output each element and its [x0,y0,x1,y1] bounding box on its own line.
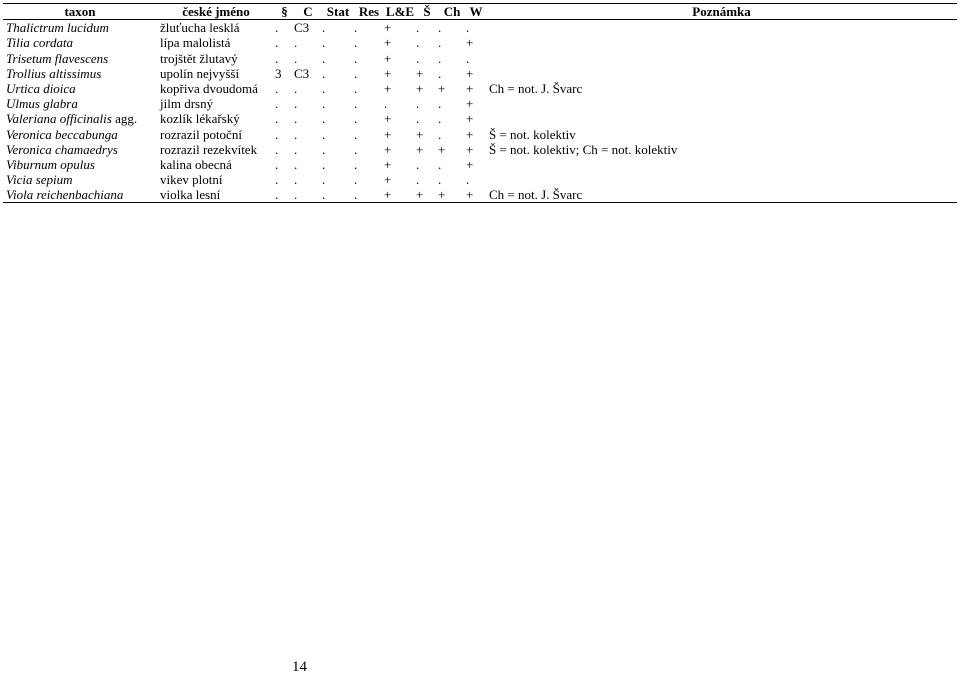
w-cell: . [466,50,470,66]
s-cell: + [416,187,438,203]
czech-name-cell: trojštět žlutavý [160,50,238,66]
section-cell: . [275,96,279,112]
le-cell: + [384,172,392,188]
taxon-cell [3,187,157,203]
header-note: Poznámka [486,4,957,20]
s-cell: . [416,156,420,172]
stat-cell: . [322,187,354,203]
le-cell: + [384,35,392,51]
taxon-cell [3,111,157,126]
s-cell: . [416,20,420,36]
czech-name-cell: lípa malolistá [160,35,231,51]
header-c: C [294,4,322,20]
c-cell: C3 [294,20,310,36]
stat-cell: . [322,156,326,172]
ch-cell: . [438,172,442,188]
header-stat: Stat [322,4,354,20]
note-cell: Š = not. kolektiv; Ch = not. kolektiv [489,141,678,157]
res-cell: . [354,187,384,203]
c-cell: . [294,96,298,112]
czech-name-cell: violka lesní [157,187,275,203]
taxon-cell [3,35,157,50]
section-cell: . [275,81,279,97]
note-cell: Ch = not. J. Švarc [489,81,583,97]
note-cell [486,96,957,111]
header-czech-name: české jméno [157,4,275,20]
table-row [3,187,957,203]
header-row [3,4,957,20]
table-row [3,35,957,50]
w-cell: + [466,81,474,97]
table-row [3,142,957,157]
header-le: L&E [385,4,415,20]
s-cell: + [416,141,424,157]
table-row [3,81,957,96]
taxon-name: Vicia sepium [6,172,73,188]
res-cell: . [354,35,358,51]
czech-name-cell: jilm drsný [160,96,214,112]
le-cell: + [384,111,392,127]
w-cell: . [466,172,470,188]
note-cell [486,51,957,66]
section-cell: . [275,172,279,188]
w-cell: + [466,126,474,142]
w-cell: + [466,65,474,81]
section-cell: . [275,126,279,142]
section-cell: 3 [275,65,282,81]
res-cell: . [354,96,358,112]
note-cell [486,157,957,172]
taxon-name: Thalictrum lucidum [6,20,109,36]
c-cell: . [294,141,298,157]
stat-cell: . [322,141,326,157]
header-s: Š [416,4,438,20]
taxon-name: Urtica dioica [6,81,76,97]
taxon-name: Veronica chamaedrys [6,141,118,157]
table-row [3,51,957,66]
w-cell: . [466,20,470,36]
section-cell: . [275,187,294,203]
ch-cell: . [438,156,442,172]
header-w: W [466,4,486,20]
c-cell: . [294,50,298,66]
taxon-name: Ulmus glabra [6,96,78,112]
table-row [3,96,957,111]
note-cell [486,20,957,36]
res-cell: . [354,126,358,142]
ch-cell: + [438,141,446,157]
stat-cell: . [322,126,326,142]
taxon-cell [3,81,157,96]
s-cell: . [416,111,420,127]
czech-name-cell: kozlík lékařský [160,111,240,127]
stat-cell: . [322,20,326,36]
note-cell [486,35,957,50]
taxon-cell [3,66,157,81]
taxon-name: Veronica beccabunga [6,126,118,142]
czech-name-cell: rozrazil potoční [160,126,242,142]
table-row [3,127,957,142]
s-cell: + [416,126,424,142]
s-cell: + [416,65,424,81]
ch-cell: . [438,35,442,51]
note-cell [486,111,957,126]
ch-cell: . [438,20,442,36]
le-cell: + [384,156,392,172]
species-table [3,3,957,203]
stat-cell: . [322,65,326,81]
res-cell: . [354,81,358,97]
s-cell: + [416,81,424,97]
res-cell: . [354,50,358,66]
taxon-name: Trisetum flavescens [6,50,109,66]
czech-name-cell: rozrazil rezekvítek [160,141,258,157]
stat-cell: . [322,96,326,112]
ch-cell: . [438,65,442,81]
taxon-cell [3,157,157,172]
stat-cell: . [322,111,326,127]
section-cell: . [275,20,279,36]
s-cell: . [416,172,420,188]
c-cell: . [294,81,298,97]
le-cell: . [384,96,388,112]
table-row [3,111,957,126]
res-cell: . [354,20,358,36]
taxon-cell [3,142,157,157]
taxon-cell [3,96,157,111]
stat-cell: . [322,81,326,97]
czech-name-cell: kalina obecná [160,156,232,172]
res-cell: . [354,141,358,157]
taxon-suffix: agg. [111,111,138,127]
le-cell: + [384,81,392,97]
header-ch: Ch [438,4,466,20]
le-cell: + [384,126,392,142]
w-cell: + [466,156,474,172]
ch-cell: . [438,96,442,112]
ch-cell: . [438,111,442,127]
taxon-name: Viburnum opulus [6,156,95,172]
s-cell: . [416,50,420,66]
w-cell: + [466,187,486,203]
le-cell: + [384,65,392,81]
c-cell: . [294,156,298,172]
s-cell: . [416,96,420,112]
taxon-name: Valeriana officinalis [6,111,112,127]
section-cell: . [275,156,279,172]
taxon-name: Trollius altissimus [6,65,102,81]
page-number: 14 [292,659,307,675]
taxon-name: Tilia cordata [6,35,74,51]
section-cell: . [275,35,279,51]
c-cell: C3 [294,65,310,81]
ch-cell: . [438,126,442,142]
res-cell: . [354,172,358,188]
le-cell: + [384,50,392,66]
header-res: Res [354,4,384,20]
table-row [3,157,957,172]
taxon-cell [3,20,157,36]
c-cell: . [294,111,298,127]
c-cell: . [294,172,298,188]
note-cell: Ch = not. J. Švarc [486,187,957,203]
c-cell: . [294,35,298,51]
taxon-cell [3,127,157,142]
ch-cell: . [438,50,442,66]
note-cell: Š = not. kolektiv [489,126,576,142]
note-cell [486,66,957,81]
section-cell: . [275,111,279,127]
table-row [3,172,957,187]
c-cell: . [294,187,322,203]
stat-cell: . [322,35,326,51]
header-taxon: taxon [3,4,157,20]
le-cell: + [384,187,416,203]
c-cell: . [294,126,298,142]
header-section: § [275,4,294,20]
le-cell: + [384,20,392,36]
taxon-cell [3,51,157,66]
le-cell: + [384,141,392,157]
stat-cell: . [322,172,326,188]
ch-cell: + [438,81,446,97]
res-cell: . [354,65,358,81]
table-row [3,66,957,81]
note-cell [486,172,957,187]
czech-name-cell: kopřiva dvoudomá [160,81,258,97]
section-cell: . [275,50,279,66]
w-cell: + [466,141,474,157]
czech-name-cell: žluťucha lesklá [160,20,240,36]
s-cell: . [416,35,420,51]
table-row [3,20,957,36]
res-cell: . [354,111,358,127]
stat-cell: . [322,50,326,66]
czech-name-cell: vikev plotní [160,172,223,188]
res-cell: . [354,156,358,172]
taxon-name: Viola reichenbachiana [6,187,124,203]
taxon-cell [3,172,157,187]
section-cell: . [275,141,279,157]
w-cell: + [466,96,474,112]
w-cell: + [466,111,474,127]
w-cell: + [466,35,474,51]
ch-cell: + [438,187,466,203]
czech-name-cell: upolín nejvyšší [160,65,240,81]
